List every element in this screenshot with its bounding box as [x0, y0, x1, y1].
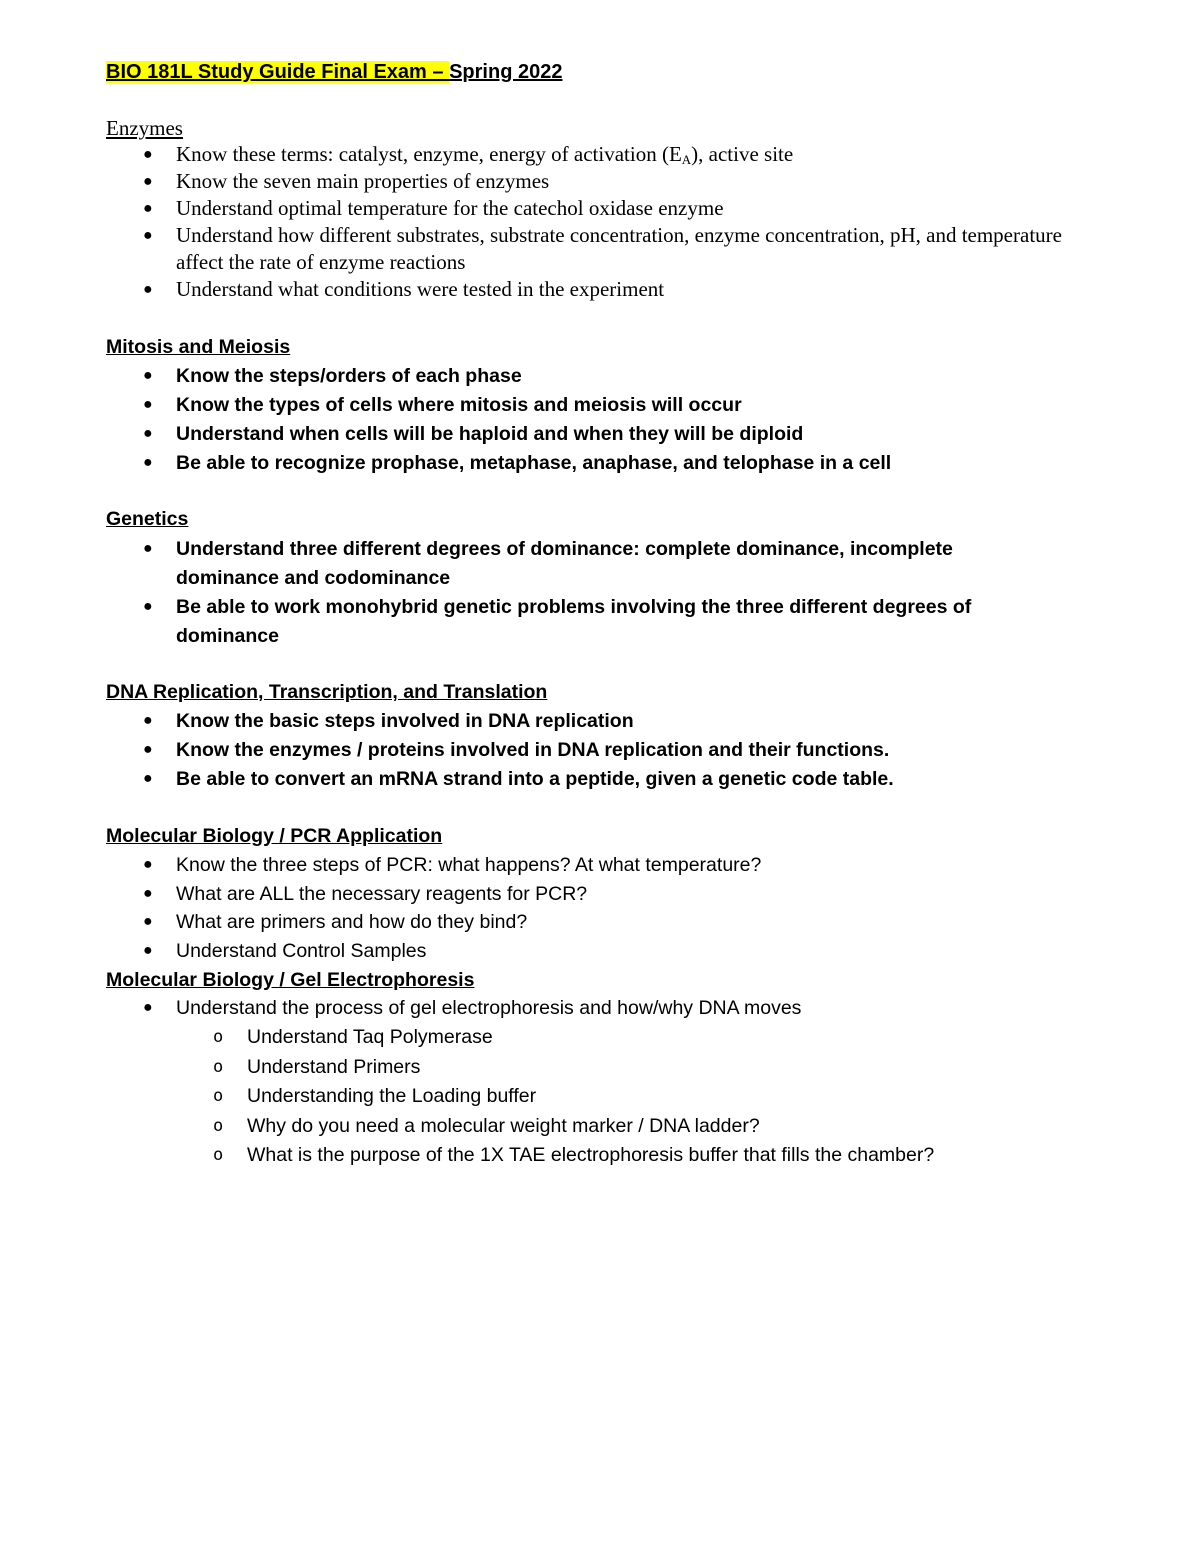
sub-list-item	[213, 1082, 1097, 1111]
list-item-text: Know the enzymes / proteins involved in DNA replication and their functions.	[176, 739, 890, 761]
list-item	[143, 195, 1076, 222]
list-item	[143, 391, 1076, 420]
bullet-icon: ●	[143, 942, 153, 959]
list-item	[143, 736, 1076, 765]
list-item-text-tail: ), active site	[691, 142, 794, 166]
circle-bullet-icon: o	[213, 1057, 224, 1077]
list-item	[143, 908, 1076, 937]
sub-list-item-text: Understand Taq Polymerase	[247, 1026, 493, 1048]
sub-list-item	[213, 1141, 1097, 1170]
list-item	[143, 222, 1076, 276]
list-item-text: Know the three steps of PCR: what happens? At what temperature?	[176, 854, 762, 876]
list-item-text: Understand the process of gel electrophoresis and how/why DNA moves	[176, 997, 802, 1019]
list-item-text: What are ALL the necessary reagents for PCR?	[176, 883, 588, 905]
list-item-text: Understand optimal temperature for the catechol oxidase enzyme	[176, 196, 724, 220]
list-item	[143, 851, 1076, 880]
circle-bullet-icon: o	[213, 1145, 224, 1165]
list-item-text: Know the steps/orders of each phase	[176, 365, 522, 387]
list-item-text: Know the types of cells where mitosis and meiosis will occur	[176, 394, 742, 416]
sub-list-item-text: What is the purpose of the 1X TAE electrophoresis buffer that fills the chamber?	[247, 1144, 935, 1166]
list-item-text: Understand what conditions were tested in the experiment	[176, 277, 665, 301]
page-title	[106, 58, 562, 86]
list-item-text: Be able to convert an mRNA strand into a peptide, given a genetic code table.	[176, 768, 894, 790]
bullet-icon: ●	[143, 712, 153, 729]
list-item	[143, 276, 1076, 303]
sub-list-item-text: Understand Primers	[247, 1056, 421, 1078]
sub-list-item-text: Why do you need a molecular weight marker / DNA ladder?	[247, 1115, 760, 1137]
list-item	[143, 707, 1076, 736]
bullet-icon: ●	[143, 200, 153, 217]
section-heading-dna: DNA Replication, Transcription, and Translation	[106, 681, 548, 703]
bullet-icon: ●	[143, 425, 153, 442]
bullet-icon: ●	[143, 367, 153, 384]
bullet-icon: ●	[143, 540, 153, 557]
bullet-icon: ●	[143, 173, 153, 190]
list-item-text: Know these terms: catalyst, enzyme, energy of activation (E	[176, 142, 682, 166]
bullet-icon: ●	[143, 913, 153, 930]
list-item-text: Be able to work monohybrid genetic problems involving the three different degrees of dominance	[176, 596, 972, 647]
circle-bullet-icon: o	[213, 1116, 224, 1136]
list-item-text: Know the seven main properties of enzymes	[176, 169, 550, 193]
list-item-text: Understand three different degrees of dominance: complete dominance, incomplete dominance and codominance	[176, 538, 953, 589]
bullet-icon: ●	[143, 281, 153, 298]
bullet-icon: ●	[143, 454, 153, 471]
section-heading-genetics: Genetics	[106, 508, 189, 530]
bullet-icon: ●	[143, 146, 153, 163]
bullet-icon: ●	[143, 741, 153, 758]
sub-list-item-text: Understanding the Loading buffer	[247, 1085, 537, 1107]
list-item-text: What are primers and how do they bind?	[176, 911, 528, 933]
list-item-text: Understand how different substrates, substrate concentration, enzyme concentration, pH, and temperature affect the rate of enzyme reactions	[176, 223, 1062, 274]
list-item	[143, 880, 1076, 909]
bullet-icon: ●	[143, 598, 153, 615]
section-heading-enzymes: Enzymes	[106, 116, 183, 140]
list-item	[143, 535, 1016, 592]
bullet-icon: ●	[143, 999, 153, 1016]
list-item	[143, 449, 1076, 478]
subscript-text: A	[681, 152, 692, 167]
list-item-text: Know the basic steps involved in DNA replication	[176, 710, 634, 732]
section-heading-pcr: Molecular Biology / PCR Application	[106, 825, 443, 847]
list-item	[143, 593, 1016, 650]
bullet-icon: ●	[143, 856, 153, 873]
list-item	[143, 420, 1076, 449]
list-item	[143, 937, 1076, 966]
circle-bullet-icon: o	[213, 1027, 224, 1047]
list-item-text: Be able to recognize prophase, metaphase, anaphase, and telophase in a cell	[176, 452, 892, 474]
circle-bullet-icon: o	[213, 1086, 224, 1106]
sub-list-item	[213, 1053, 1097, 1082]
bullet-icon: ●	[143, 396, 153, 413]
section-heading-mitosis: Mitosis and Meiosis	[106, 336, 291, 358]
title-highlighted-text: BIO 181L Study Guide Final Exam –	[106, 61, 450, 83]
bullet-icon: ●	[143, 770, 153, 787]
section-heading-gel: Molecular Biology / Gel Electrophoresis	[106, 969, 475, 991]
list-item-text: Understand when cells will be haploid and when they will be diploid	[176, 423, 804, 445]
list-item	[143, 362, 1076, 391]
list-item	[143, 765, 1076, 794]
list-item	[143, 994, 1076, 1023]
sub-list-item	[213, 1023, 1097, 1052]
sub-list-item	[213, 1112, 1097, 1141]
bullet-icon: ●	[143, 885, 153, 902]
title-rest-text: Spring 2022	[449, 61, 563, 83]
list-item-text: Understand Control Samples	[176, 940, 427, 962]
list-item	[143, 168, 1076, 195]
bullet-icon: ●	[143, 227, 153, 244]
